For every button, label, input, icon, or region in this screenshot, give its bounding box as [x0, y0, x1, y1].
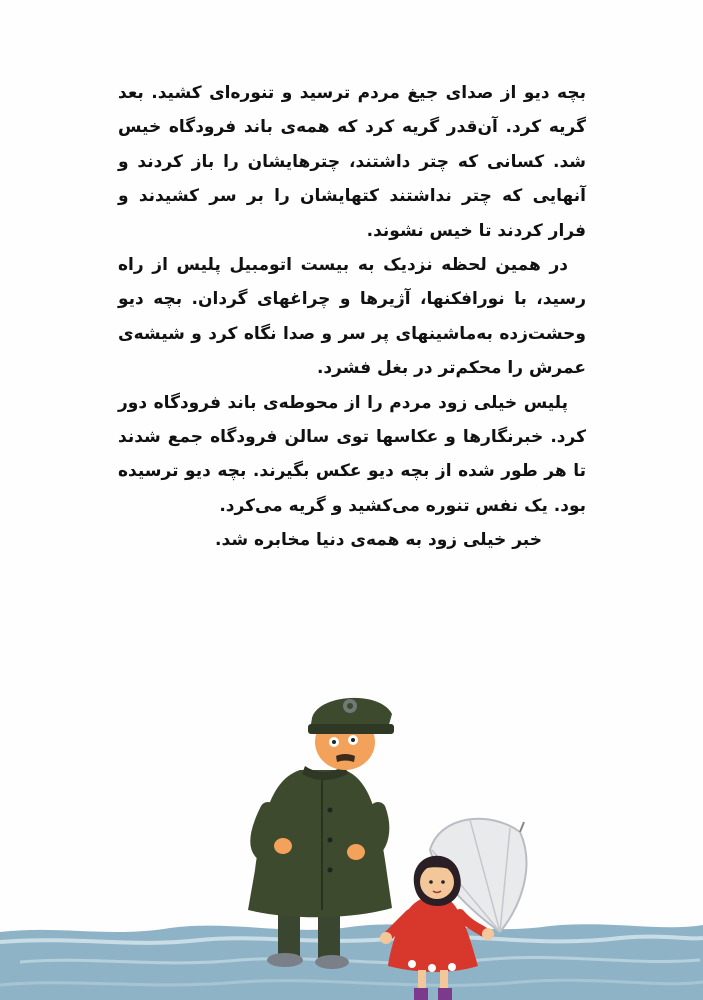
paragraph-1: بچه دیو از صدای جیغ مردم ترسید و تنوره‌ای کشید. بعد گریه کرد. آن‌قدر گریه کرد که همه‌ی باند فرودگاه خیس شد. کسانی که چتر داشتند، چترهایشان را باز کردند و آنهایی که چتر نداشتند کتهایشان را بر سر کشیدند و فرار کردند تا خیس نشوند.	[118, 83, 586, 241]
paragraph-2: در همین لحظه نزدیک به بیست اتومبیل پلیس از راه رسید، با نورافکنها، آژیرها و چراغهای گردان. بچه دیو وحشت‌زده به‌ماشینهای پر سر و صدا نگاه کرد و شیشه‌ی عمرش را محکم‌تر در بغل فشرد.	[118, 255, 586, 379]
paragraph-3: پلیس خیلی زود مردم را از محوطه‌ی باند فرودگاه دور کرد. خبرنگارها و عکاسها توی سالن فرودگاه جمع شدند تا هر طور شده از بچه دیو عکس بگیرند. بچه دیو ترسیده بود. یک نفس تنوره می‌کشید و گریه می‌کرد.	[118, 392, 586, 516]
story-text	[118, 76, 586, 558]
paragraph-4: خبر خیلی زود به همه‌ی دنیا مخابره شد.	[215, 530, 542, 551]
illustration-police-and-girl	[0, 670, 703, 1000]
